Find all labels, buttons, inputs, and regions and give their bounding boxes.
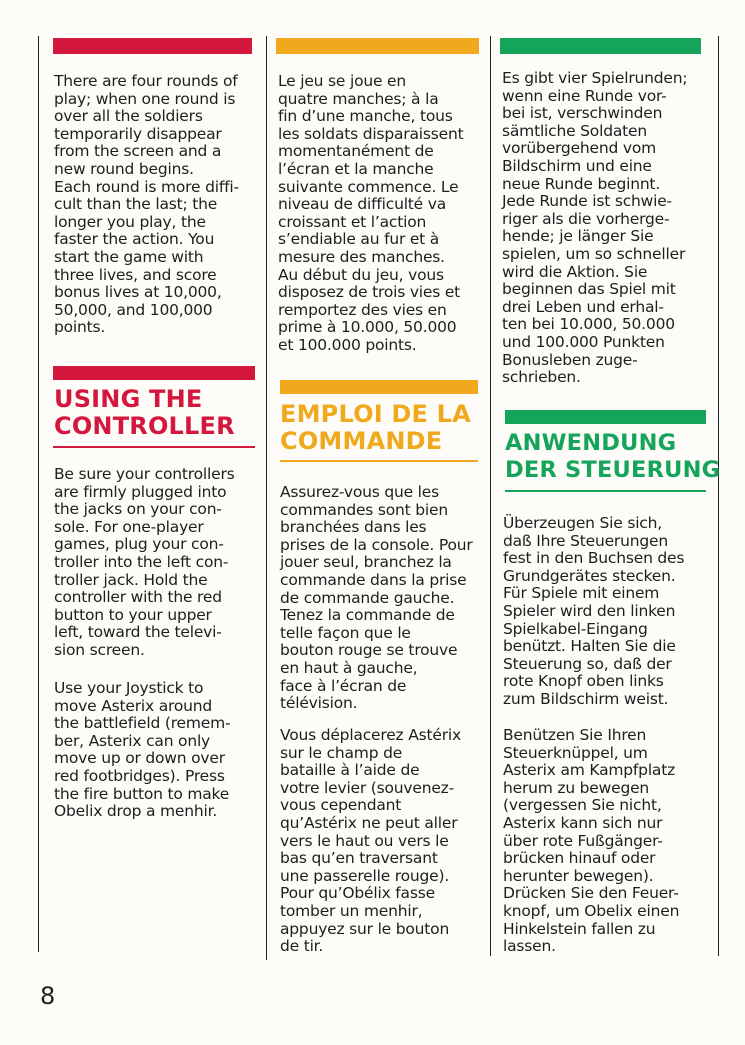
english-intro-text: There are four rounds of play; when one round is over all the soldiers temporarily disappear from the screen and a new round begins. Each round is more diffi- cult than the last; the longer you play, the faster the action. You start the game with three lives, and score bonus lives at 10,000, 50,000, and 100,000 points. [54,72,239,337]
german-heading-underline [505,490,706,492]
column-divider-2 [490,36,491,956]
column-divider-right [718,36,719,956]
english-heading-bar [53,366,255,380]
french-joystick-text: Vous déplacerez Astérix sur le champ de bataille à l’aide de votre levier (souvenez- vous cependant qu’Astérix ne peut aller vers le haut ou vers le bas qu’en traversant une passerelle rouge). Pour qu’Obélix fasse tomber un menhir, appuyez sur le bouton de tir. [280,726,461,956]
german-section-heading: ANWENDUNG DER STEUERUNG [505,430,721,483]
french-heading-bar [280,380,478,394]
english-heading-underline [53,446,255,448]
english-joystick-text: Use your Joystick to move Asterix around the battlefield (remem- ber, Asterix can only move up or down over red footbridges). Press the fire button to make Obelix drop a menhir. [54,679,231,821]
french-controller-text: Assurez-vous que les commandes sont bien branchées dans les prises de la console. Pour jouer seul, branchez la commande dans la prise de commande gauche. Tenez la commande de telle façon que le bouton rouge se trouve en haut à gauche, face à l’écran de télévision. [280,483,473,713]
german-intro-text: Es gibt vier Spielrunden; wenn eine Runde vor- bei ist, verschwinden sämtliche Soldaten vorübergehend vom Bildschirm und eine neue Runde beginnt. Jede Runde ist schwie- riger als die vorherge- hende; je länger Sie spielen, um so schneller wird die Aktion. Sie beginnen das Spiel mit drei Leben und erhal- ten bei 10.000, 50.000 und 100.000 Punkten Bonusleben zuge- schrieben. [502,69,688,387]
french-intro-text: Le jeu se joue en quatre manches; à la fin d’une manche, tous les soldats disparaissent momentanément de l’écran et la manche suivante commence. Le niveau de difficulté va croissant et l’action s’endiable au fur et à mesure des manches. Au début du jeu, vous disposez de trois vies et remportez des vies en prime à 10.000, 50.000 et 100.000 points. [278,72,464,354]
english-top-bar [53,38,252,54]
page-number: 8 [40,982,56,1010]
german-heading-bar [505,410,706,424]
column-divider-left [38,36,39,952]
english-controller-text: Be sure your controllers are firmly plugged into the jacks on your con- sole. For one-player games, plug your con- troller into the left con- troller jack. Hold the controller with the red button to your upper left, toward the televi- sion screen. [54,465,235,659]
english-section-heading: USING THE CONTROLLER [54,385,235,440]
french-section-heading: EMPLOI DE LA COMMANDE [280,400,471,455]
german-top-bar [500,38,701,54]
french-top-bar [276,38,479,54]
german-controller-text: Überzeugen Sie sich, daß Ihre Steuerungen fest in den Buchsen des Grundgerätes stecken. Für Spiele mit einem Spieler wird den linken Spielkabel-Eingang benützt. Halten Sie die Steuerung so, daß der rote Knopf oben links zum Bildschirm weist. [503,514,685,708]
french-heading-underline [280,460,478,462]
column-divider-1 [266,36,267,960]
german-joystick-text: Benützen Sie Ihren Steuerknüppel, um Asterix am Kampfplatz herum zu bewegen (vergessen Sie nicht, Asterix kann sich nur über rote Fußgänger- brücken hinauf oder herunter bewegen). Drücken Sie den Feuer- knopf, um Obelix einen Hinkelstein fallen zu lassen. [503,726,680,956]
